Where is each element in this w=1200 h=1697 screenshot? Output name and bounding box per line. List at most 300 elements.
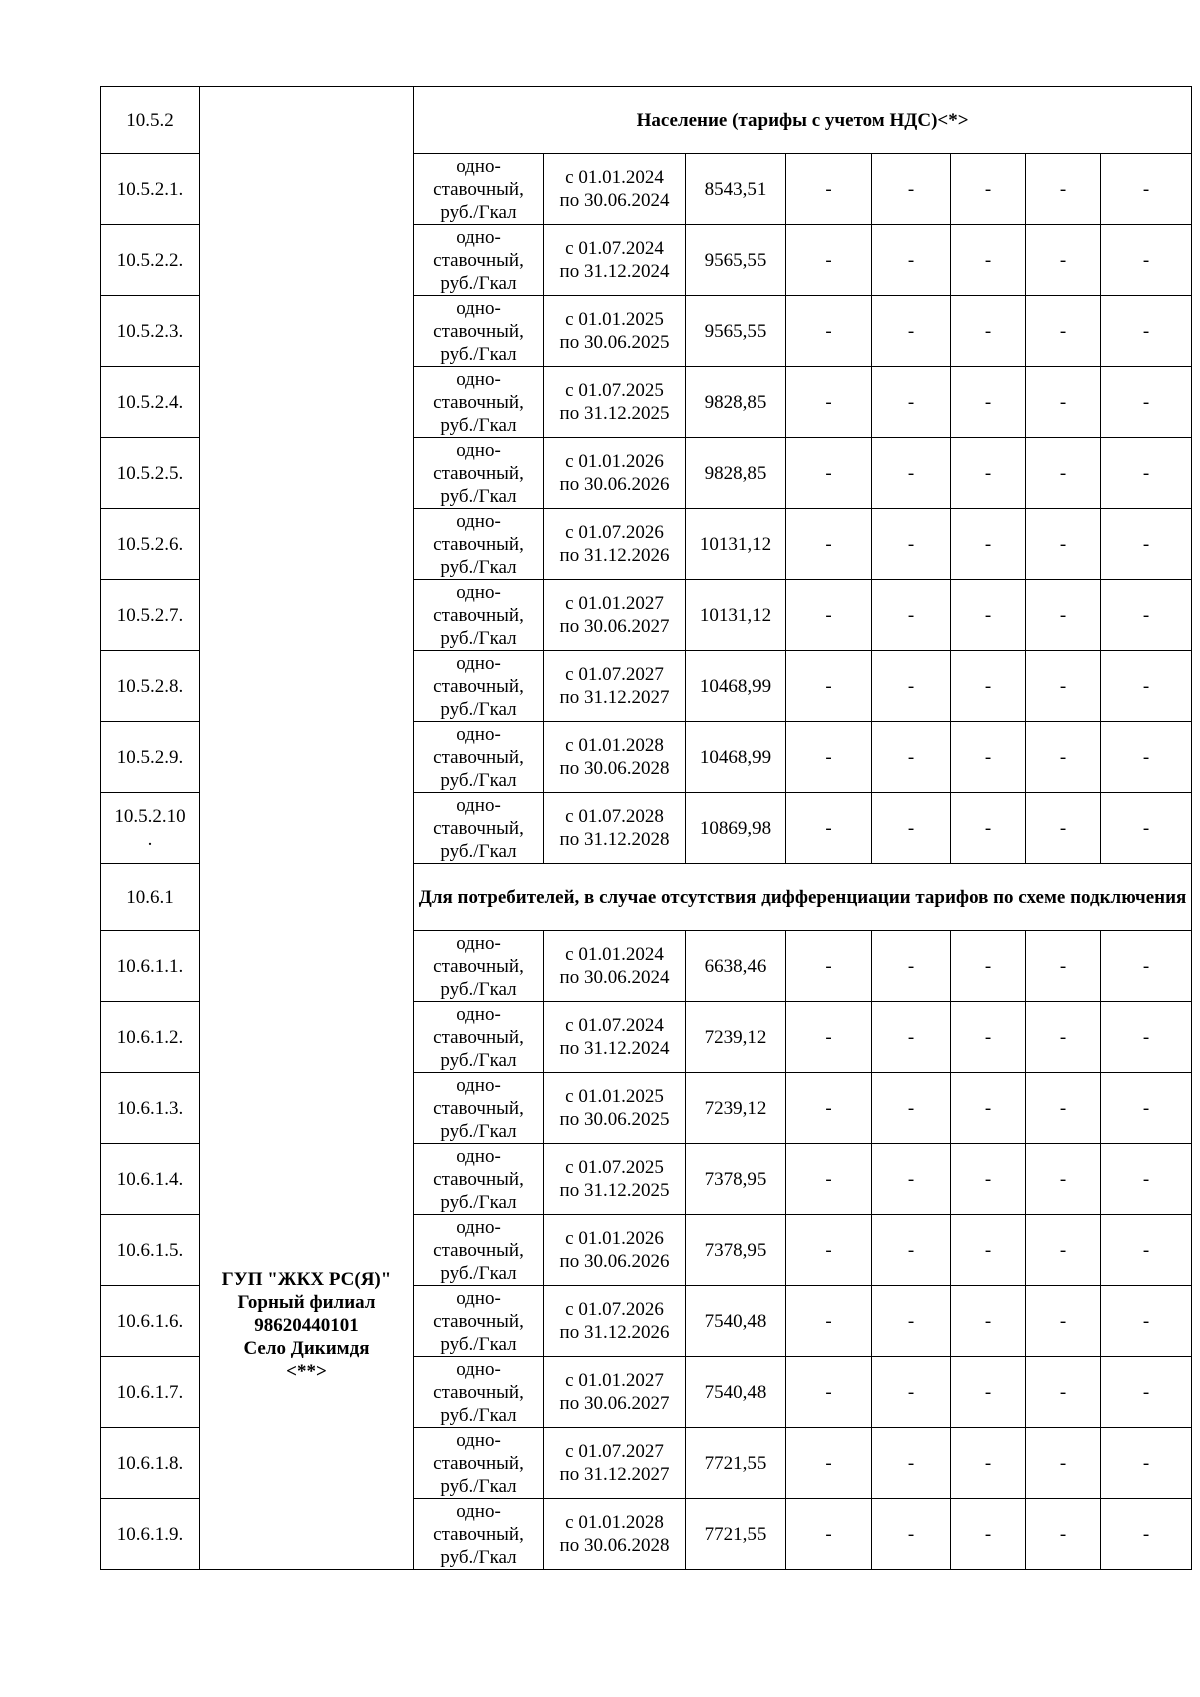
empty-value-dash: - xyxy=(1101,1144,1192,1215)
row-number xyxy=(101,438,200,509)
empty-value-dash: - xyxy=(1101,931,1192,1002)
rate-type-line: ставочный, xyxy=(433,391,524,413)
empty-value-dash: - xyxy=(1101,367,1192,438)
rate-type-line: одно- xyxy=(456,723,501,745)
rate-type-line: ставочный, xyxy=(433,178,524,200)
rate-type xyxy=(414,1144,544,1215)
period xyxy=(544,1215,686,1286)
row-number-line: 10.5.2.2. xyxy=(116,249,184,271)
rate-type-line: руб./Гкал xyxy=(440,343,517,365)
row-number-line: 10.6.1.1. xyxy=(116,955,184,977)
period-line: по 30.06.2028 xyxy=(559,758,670,779)
empty-value-dash: - xyxy=(872,793,951,864)
period-line: по 30.06.2028 xyxy=(559,1535,670,1556)
period-line: по 31.12.2026 xyxy=(559,545,670,566)
empty-value-dash: - xyxy=(951,1144,1026,1215)
empty-value-dash: - xyxy=(786,1286,872,1357)
empty-value-dash: - xyxy=(1101,438,1192,509)
empty-value-dash: - xyxy=(1101,509,1192,580)
section-code: 10.6.1 xyxy=(101,864,200,931)
rate-type-line: ставочный, xyxy=(433,955,524,977)
empty-value-dash: - xyxy=(951,1357,1026,1428)
row-number-line: 10.5.2.7. xyxy=(116,604,184,626)
rate-type xyxy=(414,1428,544,1499)
tariff-value: 10468,99 xyxy=(686,651,786,722)
empty-value-dash: - xyxy=(786,793,872,864)
rate-type-line: одно- xyxy=(456,1287,501,1309)
tariff-value: 9565,55 xyxy=(686,296,786,367)
rate-type-line: ставочный, xyxy=(433,1168,524,1190)
empty-value-dash: - xyxy=(1101,1073,1192,1144)
empty-value-dash: - xyxy=(786,651,872,722)
rate-type-line: руб./Гкал xyxy=(440,1049,517,1071)
empty-value-dash: - xyxy=(872,722,951,793)
rate-type-line: одно- xyxy=(456,1216,501,1238)
empty-value-dash: - xyxy=(1026,1286,1101,1357)
rate-type-line: одно- xyxy=(456,297,501,319)
table-body xyxy=(101,87,1192,1570)
empty-value-dash: - xyxy=(1026,1499,1101,1570)
period-line: по 30.06.2027 xyxy=(559,616,670,637)
rate-type xyxy=(414,154,544,225)
rate-type-line: руб./Гкал xyxy=(440,698,517,720)
period-line: по 31.12.2024 xyxy=(559,261,670,282)
period xyxy=(544,1428,686,1499)
period xyxy=(544,580,686,651)
rate-type-line: одно- xyxy=(456,932,501,954)
empty-value-dash: - xyxy=(1101,154,1192,225)
tariff-value: 10468,99 xyxy=(686,722,786,793)
period xyxy=(544,509,686,580)
row-number-line: 10.5.2.6. xyxy=(116,533,184,555)
rate-type-line: одно- xyxy=(456,439,501,461)
empty-value-dash: - xyxy=(1101,1499,1192,1570)
tariff-value: 7721,55 xyxy=(686,1428,786,1499)
empty-value-dash: - xyxy=(786,225,872,296)
period xyxy=(544,296,686,367)
empty-value-dash: - xyxy=(951,1002,1026,1073)
rate-type xyxy=(414,1073,544,1144)
empty-value-dash: - xyxy=(872,1286,951,1357)
period xyxy=(544,793,686,864)
row-number-line: 10.5.2.9. xyxy=(116,746,184,768)
row-number-line: 10.6.1.7. xyxy=(116,1381,184,1403)
empty-value-dash: - xyxy=(1026,438,1101,509)
rate-type-line: ставочный, xyxy=(433,675,524,697)
period-line: по 30.06.2024 xyxy=(559,967,670,988)
period-line: по 31.12.2026 xyxy=(559,1322,670,1343)
period-line: по 31.12.2027 xyxy=(559,1464,670,1485)
rate-type-line: одно- xyxy=(456,226,501,248)
organization-line: Село Дикимдя xyxy=(243,1337,370,1359)
rate-type-line: руб./Гкал xyxy=(440,414,517,436)
row-number xyxy=(101,1073,200,1144)
empty-value-dash: - xyxy=(1026,1215,1101,1286)
period-line: по 30.06.2025 xyxy=(559,1109,670,1130)
period xyxy=(544,438,686,509)
period xyxy=(544,1144,686,1215)
empty-value-dash: - xyxy=(872,296,951,367)
period-line: по 31.12.2025 xyxy=(559,1180,670,1201)
tariff-value: 9828,85 xyxy=(686,438,786,509)
period-line: с 01.01.2027 xyxy=(565,593,664,614)
period-line: с 01.07.2026 xyxy=(565,1299,664,1320)
rate-type-line: руб./Гкал xyxy=(440,201,517,223)
empty-value-dash: - xyxy=(786,1428,872,1499)
empty-value-dash: - xyxy=(1026,722,1101,793)
tariff-value: 7239,12 xyxy=(686,1073,786,1144)
empty-value-dash: - xyxy=(786,367,872,438)
tariff-value: 7540,48 xyxy=(686,1357,786,1428)
period-line: с 01.01.2028 xyxy=(565,1512,664,1533)
rate-type-line: ставочный, xyxy=(433,1310,524,1332)
rate-type-line: ставочный, xyxy=(433,249,524,271)
section-header-row xyxy=(101,87,1192,154)
empty-value-dash: - xyxy=(786,931,872,1002)
period xyxy=(544,225,686,296)
empty-value-dash: - xyxy=(872,1002,951,1073)
empty-value-dash: - xyxy=(872,931,951,1002)
rate-type-line: ставочный, xyxy=(433,1381,524,1403)
row-number xyxy=(101,1144,200,1215)
empty-value-dash: - xyxy=(872,1073,951,1144)
rate-type-line: ставочный, xyxy=(433,746,524,768)
row-number-line: 10.6.1.4. xyxy=(116,1168,184,1190)
row-number xyxy=(101,1286,200,1357)
rate-type-line: ставочный, xyxy=(433,1026,524,1048)
row-number xyxy=(101,1357,200,1428)
tariff-value: 8543,51 xyxy=(686,154,786,225)
empty-value-dash: - xyxy=(786,1215,872,1286)
row-number-line: 10.5.2.1. xyxy=(116,178,184,200)
rate-type-line: одно- xyxy=(456,1358,501,1380)
empty-value-dash: - xyxy=(872,154,951,225)
rate-type-line: ставочный, xyxy=(433,604,524,626)
empty-value-dash: - xyxy=(872,1144,951,1215)
tariff-value: 10869,98 xyxy=(686,793,786,864)
period xyxy=(544,1499,686,1570)
rate-type-line: руб./Гкал xyxy=(440,1475,517,1497)
empty-value-dash: - xyxy=(951,1073,1026,1144)
rate-type xyxy=(414,1002,544,1073)
empty-value-dash: - xyxy=(1026,931,1101,1002)
section-title: Для потребителей, в случае отсутствия дифференциации тарифов по схеме подключения xyxy=(414,864,1192,931)
period-line: по 31.12.2028 xyxy=(559,829,670,850)
empty-value-dash: - xyxy=(786,1357,872,1428)
organization-line: ГУП "ЖКХ РС(Я)" xyxy=(221,1268,392,1290)
period xyxy=(544,1357,686,1428)
period-line: по 30.06.2026 xyxy=(559,1251,670,1272)
empty-value-dash: - xyxy=(786,722,872,793)
rate-type-line: одно- xyxy=(456,510,501,532)
row-number-line: . xyxy=(147,829,153,850)
empty-value-dash: - xyxy=(786,509,872,580)
empty-value-dash: - xyxy=(951,438,1026,509)
section-title: Население (тарифы с учетом НДС)<*> xyxy=(414,87,1192,154)
rate-type-line: ставочный, xyxy=(433,817,524,839)
empty-value-dash: - xyxy=(951,1499,1026,1570)
row-number-line: 10.5.2.5. xyxy=(116,462,184,484)
tariff-value: 9828,85 xyxy=(686,367,786,438)
row-number xyxy=(101,580,200,651)
rate-type xyxy=(414,1215,544,1286)
period-line: с 01.07.2024 xyxy=(565,1015,664,1036)
row-number-line: 10.5.2.8. xyxy=(116,675,184,697)
rate-type-line: одно- xyxy=(456,652,501,674)
row-number xyxy=(101,154,200,225)
period-line: по 31.12.2024 xyxy=(559,1038,670,1059)
row-number xyxy=(101,367,200,438)
empty-value-dash: - xyxy=(1101,722,1192,793)
empty-value-dash: - xyxy=(872,438,951,509)
tariff-table xyxy=(100,86,1192,1570)
empty-value-dash: - xyxy=(786,1499,872,1570)
period-line: с 01.01.2024 xyxy=(565,167,664,188)
empty-value-dash: - xyxy=(1026,225,1101,296)
rate-type-line: руб./Гкал xyxy=(440,769,517,791)
rate-type-line: одно- xyxy=(456,581,501,603)
rate-type xyxy=(414,931,544,1002)
empty-value-dash: - xyxy=(786,1002,872,1073)
empty-value-dash: - xyxy=(1026,296,1101,367)
tariff-value: 10131,12 xyxy=(686,580,786,651)
row-number xyxy=(101,1428,200,1499)
empty-value-dash: - xyxy=(1101,793,1192,864)
row-number xyxy=(101,225,200,296)
rate-type-line: руб./Гкал xyxy=(440,1262,517,1284)
empty-value-dash: - xyxy=(786,1144,872,1215)
organization-line: Горный филиал xyxy=(237,1291,376,1313)
empty-value-dash: - xyxy=(951,154,1026,225)
row-number xyxy=(101,1002,200,1073)
row-number-line: 10.6.1.5. xyxy=(116,1239,184,1261)
rate-type-line: руб./Гкал xyxy=(440,485,517,507)
empty-value-dash: - xyxy=(786,438,872,509)
organization-name xyxy=(202,1268,411,1383)
empty-value-dash: - xyxy=(951,793,1026,864)
rate-type-line: руб./Гкал xyxy=(440,1546,517,1568)
empty-value-dash: - xyxy=(872,1215,951,1286)
row-number xyxy=(101,509,200,580)
rate-type xyxy=(414,1286,544,1357)
empty-value-dash: - xyxy=(951,580,1026,651)
period xyxy=(544,651,686,722)
empty-value-dash: - xyxy=(872,1499,951,1570)
empty-value-dash: - xyxy=(951,1286,1026,1357)
rate-type-line: руб./Гкал xyxy=(440,272,517,294)
empty-value-dash: - xyxy=(786,296,872,367)
empty-value-dash: - xyxy=(1026,1357,1101,1428)
period xyxy=(544,1073,686,1144)
row-number-line: 10.5.2.4. xyxy=(116,391,184,413)
row-number xyxy=(101,1499,200,1570)
empty-value-dash: - xyxy=(786,1073,872,1144)
period-line: с 01.01.2027 xyxy=(565,1370,664,1391)
rate-type xyxy=(414,296,544,367)
empty-value-dash: - xyxy=(872,367,951,438)
period-line: по 31.12.2027 xyxy=(559,687,670,708)
empty-value-dash: - xyxy=(1026,1428,1101,1499)
rate-type xyxy=(414,509,544,580)
empty-value-dash: - xyxy=(1026,580,1101,651)
empty-value-dash: - xyxy=(951,931,1026,1002)
rate-type xyxy=(414,722,544,793)
empty-value-dash: - xyxy=(872,509,951,580)
empty-value-dash: - xyxy=(872,1428,951,1499)
empty-value-dash: - xyxy=(1101,1215,1192,1286)
period-line: с 01.01.2026 xyxy=(565,1228,664,1249)
rate-type-line: ставочный, xyxy=(433,1523,524,1545)
period-line: с 01.01.2026 xyxy=(565,451,664,472)
period-line: с 01.01.2025 xyxy=(565,309,664,330)
rate-type-line: руб./Гкал xyxy=(440,1404,517,1426)
tariff-value: 7378,95 xyxy=(686,1144,786,1215)
period xyxy=(544,367,686,438)
empty-value-dash: - xyxy=(1026,367,1101,438)
period-line: с 01.07.2026 xyxy=(565,522,664,543)
period-line: по 30.06.2024 xyxy=(559,190,670,211)
row-number-line: 10.6.1.2. xyxy=(116,1026,184,1048)
empty-value-dash: - xyxy=(1026,651,1101,722)
rate-type-line: ставочный, xyxy=(433,462,524,484)
empty-value-dash: - xyxy=(951,367,1026,438)
rate-type-line: руб./Гкал xyxy=(440,1333,517,1355)
empty-value-dash: - xyxy=(951,225,1026,296)
empty-value-dash: - xyxy=(1026,509,1101,580)
period-line: с 01.07.2025 xyxy=(565,1157,664,1178)
rate-type-line: ставочный, xyxy=(433,1097,524,1119)
rate-type-line: одно- xyxy=(456,1145,501,1167)
rate-type xyxy=(414,225,544,296)
row-number xyxy=(101,1215,200,1286)
empty-value-dash: - xyxy=(951,1428,1026,1499)
empty-value-dash: - xyxy=(786,154,872,225)
rate-type-line: одно- xyxy=(456,1003,501,1025)
period-line: с 01.01.2028 xyxy=(565,735,664,756)
empty-value-dash: - xyxy=(1101,1357,1192,1428)
empty-value-dash: - xyxy=(1026,1002,1101,1073)
period-line: с 01.07.2028 xyxy=(565,806,664,827)
empty-value-dash: - xyxy=(872,651,951,722)
period xyxy=(544,931,686,1002)
row-number-line: 10.6.1.6. xyxy=(116,1310,184,1332)
rate-type-line: ставочный, xyxy=(433,1239,524,1261)
tariff-value: 9565,55 xyxy=(686,225,786,296)
period xyxy=(544,1286,686,1357)
empty-value-dash: - xyxy=(1101,580,1192,651)
empty-value-dash: - xyxy=(872,225,951,296)
period-line: с 01.07.2027 xyxy=(565,1441,664,1462)
rate-type-line: руб./Гкал xyxy=(440,627,517,649)
rate-type-line: руб./Гкал xyxy=(440,840,517,862)
rate-type-line: ставочный, xyxy=(433,533,524,555)
row-number-line: 10.6.1.3. xyxy=(116,1097,184,1119)
rate-type xyxy=(414,580,544,651)
rate-type xyxy=(414,1499,544,1570)
row-number xyxy=(101,931,200,1002)
row-number xyxy=(101,722,200,793)
organization-cell xyxy=(200,87,414,1570)
rate-type-line: ставочный, xyxy=(433,320,524,342)
tariff-value: 6638,46 xyxy=(686,931,786,1002)
tariff-value: 7540,48 xyxy=(686,1286,786,1357)
row-number-line: 10.6.1.8. xyxy=(116,1452,184,1474)
period-line: по 30.06.2026 xyxy=(559,474,670,495)
empty-value-dash: - xyxy=(951,509,1026,580)
empty-value-dash: - xyxy=(1101,651,1192,722)
row-number-line: 10.6.1.9. xyxy=(116,1523,184,1545)
row-number-line: 10.5.2.3. xyxy=(116,320,184,342)
empty-value-dash: - xyxy=(872,580,951,651)
empty-value-dash: - xyxy=(951,722,1026,793)
empty-value-dash: - xyxy=(1026,1144,1101,1215)
tariff-value: 7378,95 xyxy=(686,1215,786,1286)
empty-value-dash: - xyxy=(951,651,1026,722)
rate-type-line: одно- xyxy=(456,1074,501,1096)
rate-type-line: одно- xyxy=(456,368,501,390)
rate-type-line: руб./Гкал xyxy=(440,1191,517,1213)
rate-type-line: руб./Гкал xyxy=(440,1120,517,1142)
rate-type xyxy=(414,1357,544,1428)
tariff-value: 7239,12 xyxy=(686,1002,786,1073)
rate-type xyxy=(414,793,544,864)
empty-value-dash: - xyxy=(1101,1002,1192,1073)
rate-type-line: одно- xyxy=(456,1500,501,1522)
empty-value-dash: - xyxy=(1026,1073,1101,1144)
rate-type-line: одно- xyxy=(456,794,501,816)
period-line: с 01.07.2025 xyxy=(565,380,664,401)
period-line: по 30.06.2025 xyxy=(559,332,670,353)
organization-line: 98620440101 xyxy=(254,1314,359,1336)
period-line: с 01.07.2024 xyxy=(565,238,664,259)
empty-value-dash: - xyxy=(1101,225,1192,296)
period-line: с 01.01.2024 xyxy=(565,944,664,965)
rate-type-line: руб./Гкал xyxy=(440,978,517,1000)
period-line: с 01.01.2025 xyxy=(565,1086,664,1107)
period-line: по 30.06.2027 xyxy=(559,1393,670,1414)
organization-line: <**> xyxy=(286,1360,327,1382)
rate-type-line: руб./Гкал xyxy=(440,556,517,578)
empty-value-dash: - xyxy=(872,1357,951,1428)
row-number xyxy=(101,793,200,864)
row-number xyxy=(101,651,200,722)
empty-value-dash: - xyxy=(951,296,1026,367)
tariff-value: 10131,12 xyxy=(686,509,786,580)
period-line: по 31.12.2025 xyxy=(559,403,670,424)
row-number-line: 10.5.2.10 xyxy=(114,806,186,827)
period xyxy=(544,154,686,225)
period-line: с 01.07.2027 xyxy=(565,664,664,685)
empty-value-dash: - xyxy=(1026,793,1101,864)
empty-value-dash: - xyxy=(1101,1286,1192,1357)
tariff-value: 7721,55 xyxy=(686,1499,786,1570)
period xyxy=(544,722,686,793)
period xyxy=(544,1002,686,1073)
rate-type xyxy=(414,367,544,438)
empty-value-dash: - xyxy=(1101,296,1192,367)
rate-type-line: одно- xyxy=(456,1429,501,1451)
section-code: 10.5.2 xyxy=(101,87,200,154)
empty-value-dash: - xyxy=(1026,154,1101,225)
empty-value-dash: - xyxy=(951,1215,1026,1286)
rate-type-line: одно- xyxy=(456,155,501,177)
rate-type xyxy=(414,438,544,509)
empty-value-dash: - xyxy=(1101,1428,1192,1499)
empty-value-dash: - xyxy=(786,580,872,651)
rate-type xyxy=(414,651,544,722)
rate-type-line: ставочный, xyxy=(433,1452,524,1474)
row-number xyxy=(101,296,200,367)
